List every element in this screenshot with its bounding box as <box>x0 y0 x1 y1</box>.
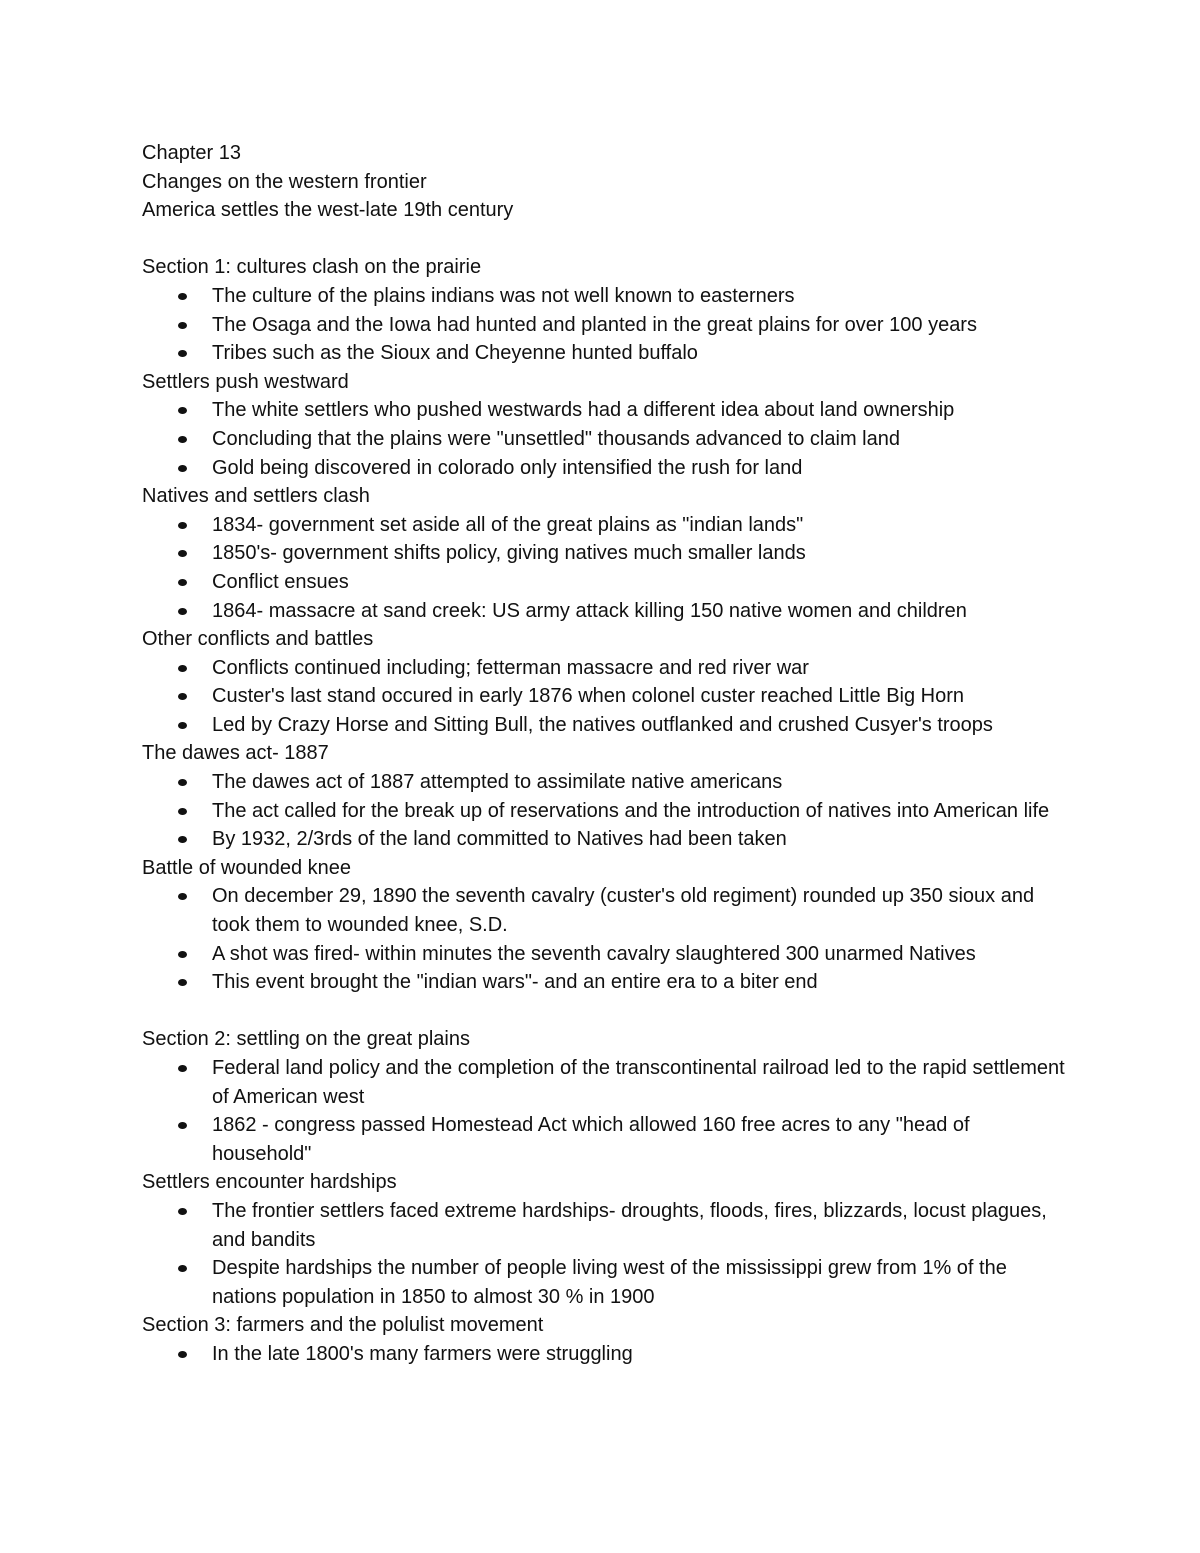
list-item: Despite hardships the number of people living west of the mississippi grew from 1% of the nations population in 1850 to almost 30 % in 1900 <box>142 1254 1072 1311</box>
blank-line <box>142 225 1072 254</box>
bullet-icon <box>178 465 187 472</box>
list-item: 1864- massacre at sand creek: US army attack killing 150 native women and children <box>142 597 1072 626</box>
subsection-list <box>142 882 1072 996</box>
bullet-icon <box>178 322 187 329</box>
bullet-icon <box>178 522 187 529</box>
bullet-icon <box>178 722 187 729</box>
bullet-icon <box>178 407 187 414</box>
bullet-icon <box>178 665 187 672</box>
bullet-icon <box>178 693 187 700</box>
list-item: Federal land policy and the completion of the transcontinental railroad led to the rapid settlement of American west <box>142 1054 1072 1111</box>
section-2-list <box>142 1054 1072 1168</box>
bullet-icon <box>178 608 187 615</box>
bullet-icon <box>178 951 187 958</box>
bullet-icon <box>178 1265 187 1272</box>
list-item: 1834- government set aside all of the great plains as "indian lands" <box>142 511 1072 540</box>
section-3-list <box>142 1340 1072 1369</box>
list-item: The culture of the plains indians was not well known to easterners <box>142 282 1072 311</box>
list-item: The frontier settlers faced extreme hardships- droughts, floods, fires, blizzards, locust plagues, and bandits <box>142 1197 1072 1254</box>
subsection-heading: Battle of wounded knee <box>142 856 352 879</box>
bullet-icon <box>178 293 187 300</box>
list-item: Concluding that the plains were "unsettled" thousands advanced to claim land <box>142 425 1072 454</box>
list-item: The Osaga and the Iowa had hunted and planted in the great plains for over 100 years <box>142 311 1072 340</box>
bullet-icon <box>178 1208 187 1215</box>
list-item: 1850's- government shifts policy, giving natives much smaller lands <box>142 539 1072 568</box>
list-item: Gold being discovered in colorado only intensified the rush for land <box>142 454 1072 483</box>
bullet-icon <box>178 808 187 815</box>
section-2-title: Section 2: settling on the great plains <box>142 1028 470 1051</box>
subsection-heading: The dawes act- 1887 <box>142 742 329 765</box>
subsection-list <box>142 1197 1072 1311</box>
bullet-icon <box>178 1351 187 1358</box>
section-1-list <box>142 282 1072 368</box>
subsection-list <box>142 396 1072 482</box>
bullet-icon <box>178 1065 187 1072</box>
subsection-list <box>142 768 1072 854</box>
bullet-icon <box>178 893 187 900</box>
list-item: Led by Crazy Horse and Sitting Bull, the natives outflanked and crushed Cusyer's troops <box>142 711 1072 740</box>
list-item: The dawes act of 1887 attempted to assimilate native americans <box>142 768 1072 797</box>
list-item: In the late 1800's many farmers were struggling <box>142 1340 1072 1369</box>
bullet-icon <box>178 779 187 786</box>
bullet-icon <box>178 1122 187 1129</box>
chapter-title: Chapter 13 <box>142 142 241 164</box>
list-item: The act called for the break up of reservations and the introduction of natives into American life <box>142 797 1072 826</box>
subsection-heading: Natives and settlers clash <box>142 485 370 508</box>
subsection-heading: Settlers encounter hardships <box>142 1171 397 1194</box>
list-item: By 1932, 2/3rds of the land committed to Natives had been taken <box>142 825 1072 854</box>
bullet-icon <box>178 550 187 557</box>
list-item: A shot was fired- within minutes the seventh cavalry slaughtered 300 unarmed Natives <box>142 940 1072 969</box>
list-item: On december 29, 1890 the seventh cavalry (custer's old regiment) rounded up 350 sioux and took them to wounded knee, S.D. <box>142 882 1072 939</box>
list-item: 1862 - congress passed Homestead Act which allowed 160 free acres to any "head of household" <box>142 1111 1072 1168</box>
chapter-description: America settles the west-late 19th century <box>142 199 514 222</box>
document-body <box>142 139 1072 1369</box>
section-3-title: Section 3: farmers and the polulist movement <box>142 1314 544 1337</box>
list-item: Tribes such as the Sioux and Cheyenne hunted buffalo <box>142 339 1072 368</box>
bullet-icon <box>178 979 187 986</box>
bullet-icon <box>178 350 187 357</box>
list-item: The white settlers who pushed westwards had a different idea about land ownership <box>142 396 1072 425</box>
bullet-icon <box>178 579 187 586</box>
subsection-heading: Settlers push westward <box>142 370 349 393</box>
section-1-title: Section 1: cultures clash on the prairie <box>142 256 482 279</box>
list-item: Conflict ensues <box>142 568 1072 597</box>
subsection-list <box>142 654 1072 740</box>
bullet-icon <box>178 436 187 443</box>
subsection-heading: Other conflicts and battles <box>142 628 374 651</box>
chapter-subtitle: Changes on the western frontier <box>142 170 427 193</box>
list-item: Custer's last stand occured in early 1876 when colonel custer reached Little Big Horn <box>142 682 1072 711</box>
subsection-list <box>142 511 1072 625</box>
bullet-icon <box>178 836 187 843</box>
list-item: Conflicts continued including; fetterman massacre and red river war <box>142 654 1072 683</box>
blank-line <box>142 997 1072 1026</box>
list-item: This event brought the "indian wars"- and an entire era to a biter end <box>142 968 1072 997</box>
